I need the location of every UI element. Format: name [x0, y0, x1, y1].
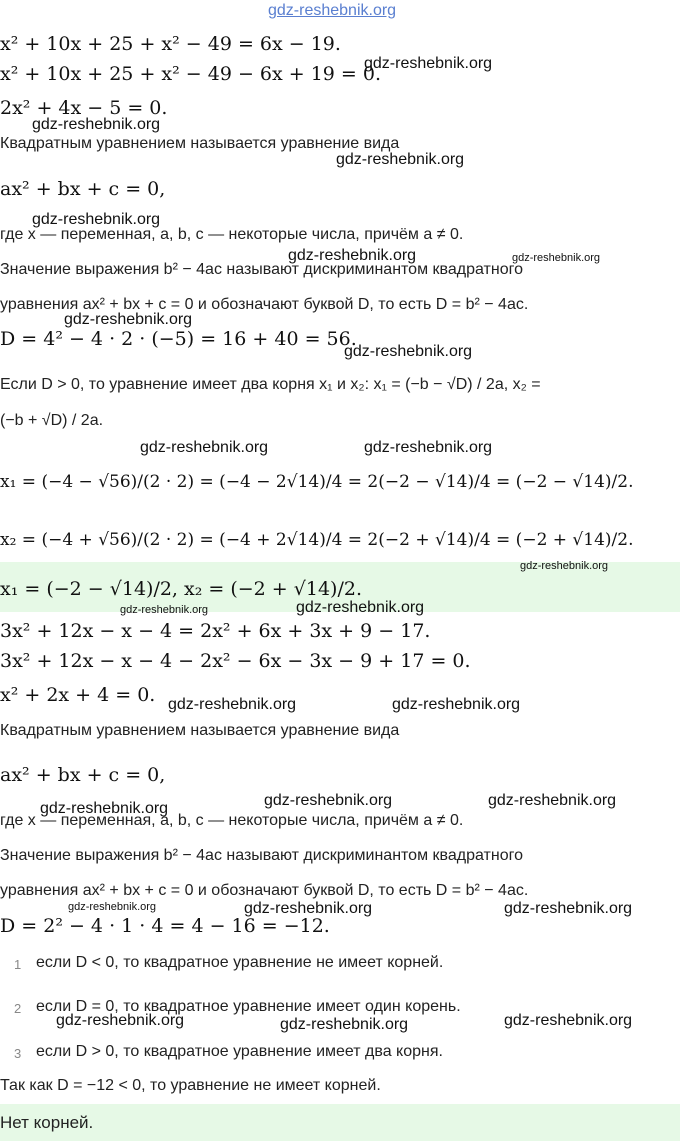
watermark: gdz-reshebnik.org — [56, 1012, 185, 1029]
answer-highlight-2 — [0, 1104, 680, 1141]
roots-formula: (−b + √D) / 2a. — [0, 412, 104, 429]
answer-roots: x₁ = (−2 − √14)/2, x₂ = (−2 + √14)/2. — [0, 578, 362, 600]
equation-line: x² + 10x + 25 + x² − 49 = 6x − 19. — [0, 33, 341, 55]
watermark: gdz-reshebnik.org — [504, 1012, 633, 1029]
list-item: если D = 0, то квадратное уравнение имеет один корень. — [36, 998, 461, 1015]
definition-intro: Квадратным уравнением называется уравнение вида — [0, 135, 400, 152]
watermark: gdz-reshebnik.org — [140, 439, 269, 456]
watermark: gdz-reshebnik.org — [296, 599, 425, 616]
list-number: 2 — [14, 1001, 22, 1016]
watermark-top-link[interactable]: gdz-reshebnik.org — [268, 2, 397, 19]
discriminant-calculation: D = 2² − 4 · 1 · 4 = 4 − 16 = −12. — [0, 915, 330, 937]
equation-line: 3x² + 12x − x − 4 − 2x² − 6x − 3x − 9 + 17 = 0. — [0, 650, 471, 672]
list-number: 1 — [14, 957, 22, 972]
watermark: gdz-reshebnik.org — [32, 211, 161, 228]
watermark: gdz-reshebnik.org — [336, 151, 465, 168]
discriminant-definition: Значение выражения b² − 4ac называют дискриминантом квадратного — [0, 261, 523, 278]
watermark: gdz-reshebnik.org — [280, 1016, 409, 1033]
watermark: gdz-reshebnik.org — [504, 900, 633, 917]
equation-line: 2x² + 4x − 5 = 0. — [0, 97, 168, 119]
watermark: gdz-reshebnik.org — [32, 116, 161, 133]
answer-no-roots: Нет корней. — [0, 1113, 94, 1132]
list-number: 3 — [14, 1046, 22, 1061]
roots-formula: Если D > 0, то уравнение имеет два корня x₁ и x₂: x₁ = (−b − √D) / 2a, x₂ = — [0, 376, 541, 393]
equation-line: x² + 10x + 25 + x² − 49 − 6x + 19 = 0. — [0, 63, 382, 85]
watermark: gdz-reshebnik.org — [520, 560, 609, 572]
general-equation: ax² + bx + c = 0, — [0, 764, 166, 786]
watermark: gdz-reshebnik.org — [364, 439, 493, 456]
discriminant-definition: уравнения ax² + bx + c = 0 и обозначают буквой D, то есть D = b² − 4ac. — [0, 882, 529, 899]
discriminant-definition: Значение выражения b² − 4ac называют дискриминантом квадратного — [0, 847, 523, 864]
definition-intro: Квадратным уравнением называется уравнение вида — [0, 722, 400, 739]
watermark: gdz-reshebnik.org — [392, 696, 521, 713]
definition-where: где x — переменная, a, b, c — некоторые числа, причём a ≠ 0. — [0, 812, 464, 829]
watermark: gdz-reshebnik.org — [244, 900, 373, 917]
list-item: если D < 0, то квадратное уравнение не имеет корней. — [36, 954, 444, 971]
watermark: gdz-reshebnik.org — [264, 792, 393, 809]
definition-where: где x — переменная, a, b, c — некоторые числа, причём a ≠ 0. — [0, 226, 464, 243]
watermark: gdz-reshebnik.org — [364, 55, 493, 72]
equation-line: 3x² + 12x − x − 4 = 2x² + 6x + 3x + 9 − 17. — [0, 620, 431, 642]
discriminant-calculation: D = 4² − 4 · 2 · (−5) = 16 + 40 = 56. — [0, 328, 357, 350]
watermark: gdz-reshebnik.org — [488, 792, 617, 809]
watermark: gdz-reshebnik.org — [288, 247, 417, 264]
discriminant-definition: уравнения ax² + bx + c = 0 и обозначают буквой D, то есть D = b² − 4ac. — [0, 296, 529, 313]
watermark: gdz-reshebnik.org — [40, 800, 169, 817]
x2-calculation: x₂ = (−4 + √56)/(2 · 2) = (−4 + 2√14)/4 = 2(−2 + √14)/4 = (−2 + √14)/2. — [0, 530, 634, 550]
conclusion: Так как D = −12 < 0, то уравнение не имеет корней. — [0, 1077, 381, 1094]
equation-line: x² + 2x + 4 = 0. — [0, 684, 156, 706]
watermark: gdz-reshebnik.org — [512, 252, 601, 264]
watermark: gdz-reshebnik.org — [168, 696, 297, 713]
watermark: gdz-reshebnik.org — [120, 604, 209, 616]
watermark: gdz-reshebnik.org — [344, 343, 473, 360]
list-item: если D > 0, то квадратное уравнение имеет два корня. — [36, 1043, 443, 1060]
watermark: gdz-reshebnik.org — [64, 311, 193, 328]
general-equation: ax² + bx + c = 0, — [0, 178, 166, 200]
watermark: gdz-reshebnik.org — [68, 901, 157, 913]
x1-calculation: x₁ = (−4 − √56)/(2 · 2) = (−4 − 2√14)/4 = 2(−2 − √14)/4 = (−2 − √14)/2. — [0, 472, 634, 492]
